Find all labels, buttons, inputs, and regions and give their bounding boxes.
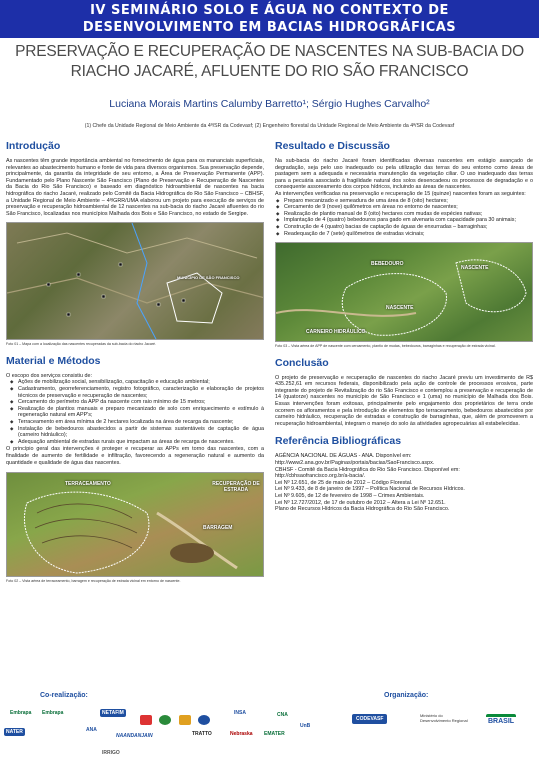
- photo-label-terracing: TERRACEAMENTO: [65, 481, 111, 488]
- event-banner: [0, 0, 539, 38]
- results-lead: As intervenções verificadas na preservação e recuperação de 15 (quinze) nascentes foram as seguintes:: [275, 190, 526, 197]
- logo-embrapa-2: Embrapa: [42, 710, 64, 716]
- conclusion-text: O projeto de preservação e recuperação de nascentes do riacho Jacaré previu um investimento de R$ 435.252,61 em recursos federais, disponibilizado pela ação de controle de processos erosivos, parte integrante do projeto de Revitalização do rio São Francisco e contemplou a preservação e recuperação de 14 (quatorze) nascentes no município de São Francisco e 1 (uma) no município de Malhada dos Bois. Essas intervenções foram exitosas, principalmente pelo engajamento dos proprietários de terra onde ocorrem os afloramentos e pela introdução de elementos tipo terraceamento, bebedouros abastecidos por carneiro hidráulico, recuperação de estradas e construção de barraginhas, que, além de promoverem a recuperação hidroambiental, integram o manejo do solo às atividades agropecuárias ali estabelecidas.: [275, 374, 533, 427]
- misc-logos: [140, 712, 230, 724]
- list-item: ◆ Instalação de bebedouros abastecidos a partir de sistemas sustentáveis de captação de água (carneiro hidráulico);: [6, 426, 264, 439]
- left-column: [6, 137, 264, 584]
- references-list: [275, 453, 533, 512]
- reference-item: Plano de Recursos Hídricos da Bacia Hidrográfica do Rio São Francisco.: [275, 506, 450, 513]
- reference-item: Lei Nº 12.727/2012, de 17 de outubro de 2012 – Altera a Lei Nº 12.651.: [275, 499, 446, 506]
- methods-heading: Material e Métodos: [6, 354, 101, 367]
- photo-label-dam: BARRAGEM: [203, 525, 233, 532]
- banner-line-1: IV SEMINÁRIO SOLO E ÁGUA NO CONTEXTO DE: [90, 3, 449, 18]
- logo-mark-icon: [179, 715, 191, 725]
- spring-overlay: [276, 243, 533, 342]
- reference-item: Lei Nº 12.651, de 25 de maio de 2012 – Código Florestal.: [275, 479, 413, 486]
- results-heading: Resultado e Discussão: [275, 140, 390, 152]
- corealization-heading: Co-realização:: [40, 692, 88, 699]
- logo-mark-icon: [159, 715, 171, 725]
- logo-irrigo: IRRIGO: [102, 750, 120, 756]
- logo-insa: INSA: [234, 710, 246, 716]
- list-item: ◆ Ações de mobilização social, sensibilização, capacitação e educação ambiental;: [6, 379, 264, 386]
- logo-naandanjain: NAANDANJAIN: [116, 733, 153, 739]
- logo-emater: EMATER: [264, 731, 285, 737]
- photo-2-caption: Foto 02 – Vista aérea de terraceamento, barragem e recuperação de estrada vicinal em entorno de nascente.: [6, 579, 181, 584]
- list-item: ◆ Cercamento do perímetro da APP da nascente com raio mínimo de 15 metros;: [6, 399, 264, 406]
- logo-brasil: BRASIL: [486, 714, 516, 726]
- spring-aerial-photo: [275, 242, 533, 342]
- list-item: ◆ Cadastramento, georreferenciamento, registro fotográfico, caracterização e elaboração de projetos técnicos de preservação e recuperação de nascentes;: [6, 386, 264, 399]
- photo-label-ram-pump: CARNEIRO HIDRÁULICO: [306, 329, 366, 336]
- logo-nebraska: Nebraska: [230, 731, 253, 737]
- location-map-photo: [6, 222, 264, 340]
- photo-label-road: RECUPERAÇÃO DE ESTRADA: [212, 481, 260, 494]
- organization-heading: Organização:: [384, 692, 429, 699]
- terracing-photo: [6, 472, 264, 577]
- photo-1-caption: Foto 01 – Mapa com a localização das nascentes recuperadas da sub-bacia do riacho Jacaré.: [6, 342, 157, 347]
- banner-line-2: DESENVOLVIMENTO EM BACIAS HIDROGRÁFICAS: [82, 20, 457, 35]
- conclusion-heading: Conclusão: [275, 356, 329, 369]
- logo-mark-icon: [198, 715, 210, 725]
- list-item: ◆ Preparo mecanizado e semeadura de uma área de 8 (oito) hectares;: [275, 198, 533, 205]
- logo-nater: NATER: [6, 729, 23, 735]
- reference-item: AGÊNCIA NACIONAL DE ÁGUAS - ANA. Disponível em: http://www2.ana.gov.br/Paginas/portais/bacias/SaoFrancisco.aspx.: [275, 453, 435, 466]
- logo-ministry: Ministério do Desenvolvimento Regional: [420, 713, 468, 723]
- logo-ana: ANA: [86, 727, 97, 733]
- photo-3-caption: Foto 03 – Vista aérea de APP de nascente com cercamento, plantio de mudas, bebedouros, barraginhas e recuperação de estrada vicinal.: [275, 344, 496, 349]
- list-item: ◆ Readequação de 7 (sete) quilômetros de estradas vicinais;: [275, 231, 533, 238]
- intro-text: As nascentes têm grande importância ambiental no fornecimento de água para os mananciais superficiais, relevantes ao abastecimento humano e fonte de vida para diversos organismos. Sua preservação depende, principalmente, da garantia da integridade de seu entorno, a Área de Preservação Permanente (APP). Fundamentado pelo Plano Nascente São Francisco (Plano de Preservação e Recuperação de Nascentes da Bacia do Rio São Francisco) e baseado em diagnóstico hidroambiental de nascentes na bacia hidrográfica do riacho Jacaré, realizado pelo Comitê da Bacia Hidrográfica do Rio São Francisco – CBHSF, a Unidade Regional de Meio Ambiente – 4ª/GRR/UMA elaborou um projeto para execução de serviços de preservação e recuperação hidroambiental de 12 nascentes na sub-bacia do riacho Jacaré afluentes do rio São Francisco, localizadas nos municípios Malhada dos Bois e São Francisco, no estado de Sergipe.: [6, 158, 264, 217]
- sponsors-footer: [0, 692, 539, 768]
- list-item: ◆ Adequação ambiental de estradas rurais que impactam as áreas de recarga de nascentes.: [6, 439, 264, 446]
- results-list: [275, 198, 533, 238]
- references-heading: Referência Bibliográficas: [275, 435, 402, 448]
- reference-item: CBHSF - Comitê da Bacia Hidrográfica do Rio São Francisco. Disponível em: http://cbhsaofrancisco.org.br/a-bacia/.: [275, 466, 460, 480]
- logo-embrapa-1: Embrapa: [10, 710, 32, 716]
- affiliation: (1) Chefe da Unidade Regional de Meio Ambiente da 4ª/SR da Codevasf; (2) Engenheiro florestal da Unidade Regional de Meio Ambiente da 4ª/SR da Codevasf: [84, 123, 455, 129]
- photo-label-trough: BEBEDOURO: [371, 261, 404, 268]
- logo-netafim: NETAFIM: [102, 710, 124, 716]
- intro-heading: Introdução: [6, 140, 61, 152]
- list-item: ◆ Terraceamento em área mínima de 2 hectares localizada na área de recarga da nascente;: [6, 419, 264, 426]
- authors: Luciana Morais Martins Calumby Barretto¹; Sérgio Hughes Carvalho²: [109, 98, 430, 110]
- list-item: ◆ Realização de plantio manual de 8 (oito) hectares com mudas de espécies nativas;: [275, 211, 533, 218]
- photo-label-spring-1: NASCENTE: [461, 265, 489, 272]
- logo-tratto: TRATTO: [192, 731, 212, 737]
- logo-cna: CNA: [277, 712, 288, 718]
- list-item: ◆ Implantação de 4 (quatro) bebedouros para gado em alvenaria com capacidade para 30 animais;: [275, 217, 533, 224]
- logo-unb: UnB: [300, 723, 311, 729]
- title-line-1: PRESERVAÇÃO E RECUPERAÇÃO DE NASCENTES NA SUB-BACIA DO: [15, 43, 524, 60]
- methods-list: [6, 379, 264, 445]
- list-item: ◆ Construção de 4 (quatro) bacias de captação de águas de enxurradas – barraginhas;: [275, 224, 533, 231]
- logo-mark-icon: [140, 715, 152, 725]
- reference-item: Lei Nº 9.605, de 12 de fevereiro de 1998 – Crimes Ambientais.: [275, 492, 425, 499]
- map-label: MUNICÍPIO DE SÃO FRANCISCO: [177, 275, 240, 281]
- results-text: Na sub-bacia do riacho Jacaré foram identificadas diversas nascentes em estágio avançado de degradação, seja pelo uso inadequado ou pela utilização das terras do seu entorno como áreas de pastagem sem a adequada e necessária manutenção da vegetação ciliar. O uso inadequado das terras para a pecuária associado à fragilidade natural dos solos desencadeou os processos de degradação e o consequente assoreamento dos corpos hídricos, incluindo as áreas de nascentes.: [275, 158, 533, 191]
- photo-label-spring-2: NASCENTE: [386, 305, 414, 312]
- logo-codevasf: CODEVASF: [352, 714, 387, 724]
- reference-item: Lei Nº 9.433, de 8 de janeiro de 1997 – Política Nacional de Recursos Hídricos.: [275, 486, 465, 493]
- methods-closing: O princípio geral das intervenções é proteger e recuperar as APPs em torno das nascentes, com a finalidade de aumento de fertilidade e infiltração, favorecendo a regeneração natural e aumento da quantidade e qualidade de água das nascentes.: [6, 446, 264, 466]
- list-item: ◆ Cercamento de 9 (nove) quilômetros em áreas no entorno de nascentes;: [275, 204, 533, 211]
- title-line-2: RIACHO JACARÉ, AFLUENTE DO RIO SÃO FRANCISCO: [70, 63, 469, 80]
- methods-lead: O escopo dos serviços consistiu de:: [6, 372, 92, 379]
- poster-title: [8, 42, 531, 82]
- right-column: [275, 137, 533, 513]
- map-overlay: [7, 223, 264, 340]
- list-item: ◆ Realização de plantios manuais e preparo mecanizado de solo com enriquecimento e estímulo à regeneração natural em APP's;: [6, 406, 264, 419]
